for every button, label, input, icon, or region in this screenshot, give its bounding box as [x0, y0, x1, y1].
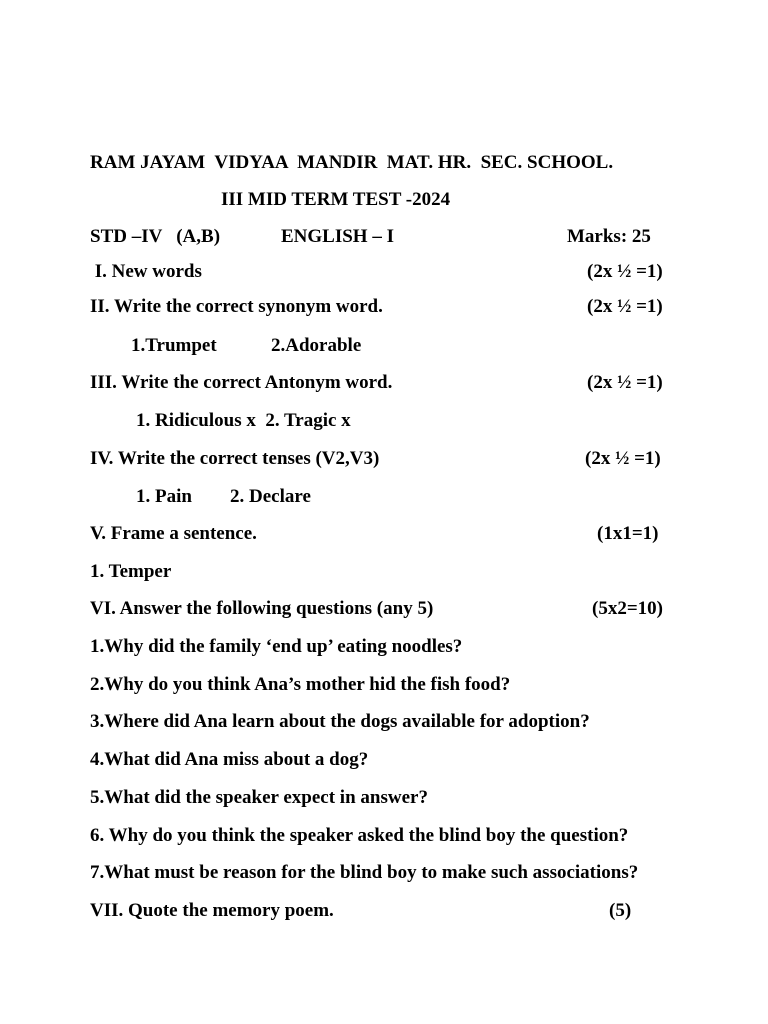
school-name: RAM JAYAM VIDYAA MANDIR MAT. HR. SEC. SCHOOL. [90, 152, 614, 173]
test-title: III MID TERM TEST -2024 [221, 189, 451, 210]
question-item: 3.Where did Ana learn about the dogs available for adoption? [90, 711, 590, 732]
section-4-title: IV. Write the correct tenses (V2,V3) [90, 448, 380, 469]
section-7-marks: (5) [609, 900, 632, 921]
question-item: 1.Why did the family ‘end up’ eating noodles? [90, 636, 463, 657]
question-item: 5.What did the speaker expect in answer? [90, 787, 428, 808]
section-4-item: 2. Declare [230, 486, 311, 507]
section-6-marks: (5x2=10) [592, 598, 663, 619]
section-1-title: I. New words [90, 261, 202, 282]
question-item: 2.Why do you think Ana’s mother hid the fish food? [90, 674, 511, 695]
section-3-marks: (2x ½ =1) [587, 372, 663, 393]
section-3-title: III. Write the correct Antonym word. [90, 372, 393, 393]
section-4-item: 1. Pain [136, 486, 192, 507]
section-5-title: V. Frame a sentence. [90, 523, 257, 544]
section-2-marks: (2x ½ =1) [587, 296, 663, 317]
question-item: 4.What did Ana miss about a dog? [90, 749, 369, 770]
section-1-marks: (2x ½ =1) [587, 261, 663, 282]
section-2-item: 2.Adorable [271, 335, 362, 356]
section-3-item: 1. Ridiculous x 2. Tragic x [136, 410, 351, 431]
section-5-item: 1. Temper [90, 561, 172, 582]
standard-label: STD –IV (A,B) [90, 226, 221, 247]
question-item: 6. Why do you think the speaker asked the blind boy the question? [90, 825, 629, 846]
section-2-item: 1.Trumpet [131, 335, 217, 356]
marks-total: Marks: 25 [567, 226, 651, 247]
section-5-marks: (1x1=1) [597, 523, 659, 544]
section-4-marks: (2x ½ =1) [585, 448, 661, 469]
section-7-title: VII. Quote the memory poem. [90, 900, 334, 921]
question-item: 7.What must be reason for the blind boy to make such associations? [90, 862, 639, 883]
section-2-title: II. Write the correct synonym word. [90, 296, 383, 317]
section-6-title: VI. Answer the following questions (any 5) [90, 598, 434, 619]
subject-label: ENGLISH – I [281, 226, 394, 247]
